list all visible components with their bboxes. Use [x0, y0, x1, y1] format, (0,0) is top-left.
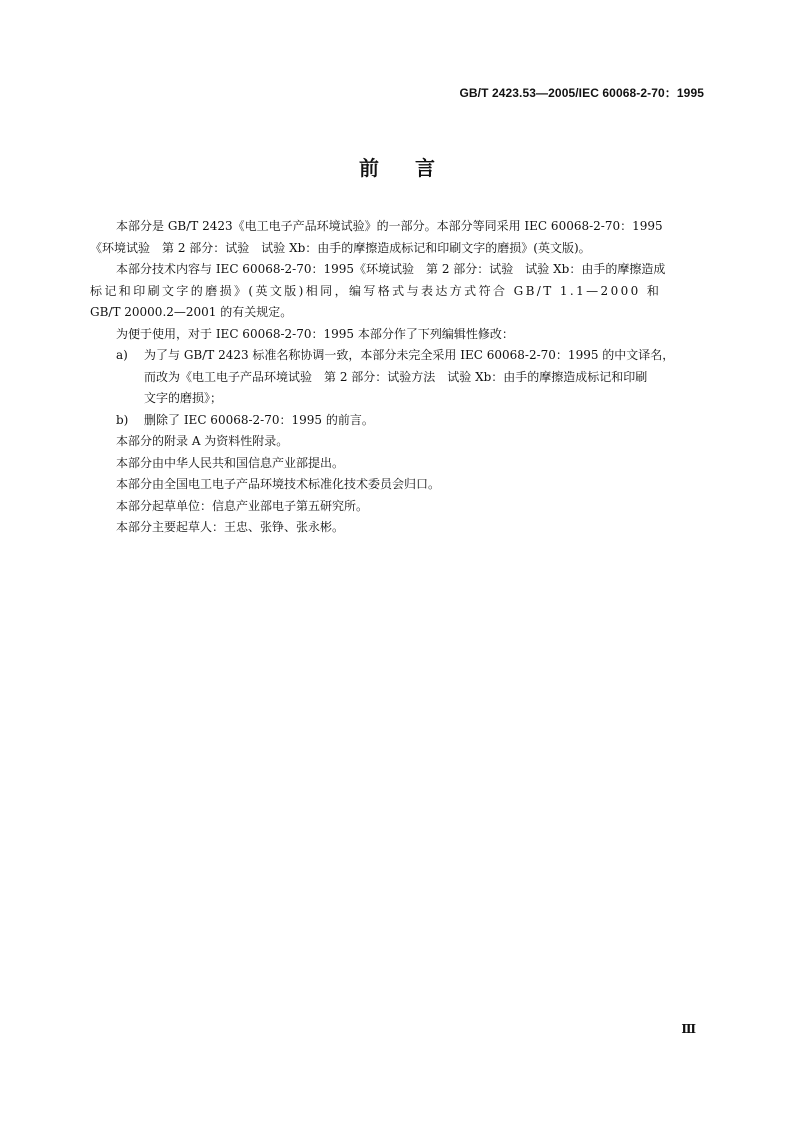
paragraph-2-line-3: GB/T 20000.2—2001 的有关规定。	[90, 305, 293, 319]
paragraph-2-line-1: 本部分技术内容与 IEC 60068-2-70：1995《环境试验 第 2 部分：试验 试验 Xb：由手的摩擦造成	[116, 262, 666, 276]
page-number: Ⅲ	[681, 1022, 696, 1036]
list-item-a	[90, 345, 704, 410]
paragraph-4: 本部分的附录 A 为资料性附录。	[116, 434, 289, 448]
list-marker-a: a)	[116, 348, 128, 362]
paragraph-6: 本部分由全国电工电子产品环境技术标准化技术委员会归口。	[116, 477, 441, 491]
paragraph-1-line-1: 本部分是 GB/T 2423《电工电子产品环境试验》的一部分。本部分等同采用 IEC 60068-2-70：1995	[116, 219, 663, 233]
paragraph-8: 本部分主要起草人：王忠、张铮、张永彬。	[116, 520, 345, 534]
list-item-b-line-1: 删除了 IEC 60068-2-70：1995 的前言。	[144, 412, 374, 427]
standard-number-header: GB/T 2423.53—2005/IEC 60068-2-70：1995	[459, 86, 704, 100]
list-item-a-line-2: 而改为《电工电子产品环境试验 第 2 部分：试验方法 试验 Xb：由手的摩擦造成标记和印刷	[144, 369, 648, 384]
list-marker-b: b)	[116, 412, 129, 427]
paragraph-1-line-2: 《环境试验 第 2 部分：试验 试验 Xb：由手的摩擦造成标记和印刷文字的磨损》(英文版)。	[90, 240, 591, 255]
list-item-a-line-1: 为了与 GB/T 2423 标准名称协调一致，本部分未完全采用 IEC 60068-2-70：1995 的中文译名，	[144, 348, 675, 362]
paragraph-7: 本部分起草单位：信息产业部电子第五研究所。	[116, 498, 369, 513]
foreword-body	[90, 216, 704, 539]
list-item-a-line-3: 文字的磨损》；	[144, 391, 223, 405]
paragraph-2-line-2: 标记和印刷文字的磨损》(英文版)相同，编写格式与表达方式符合 GB/T 1.1—2000 和	[90, 283, 662, 298]
paragraph-3: 为便于使用，对于 IEC 60068-2-70：1995 本部分作了下列编辑性修改：	[116, 326, 514, 341]
list-item-b	[90, 410, 704, 432]
paragraph-5: 本部分由中华人民共和国信息产业部提出。	[116, 455, 345, 470]
page-title: 前言	[359, 156, 471, 180]
